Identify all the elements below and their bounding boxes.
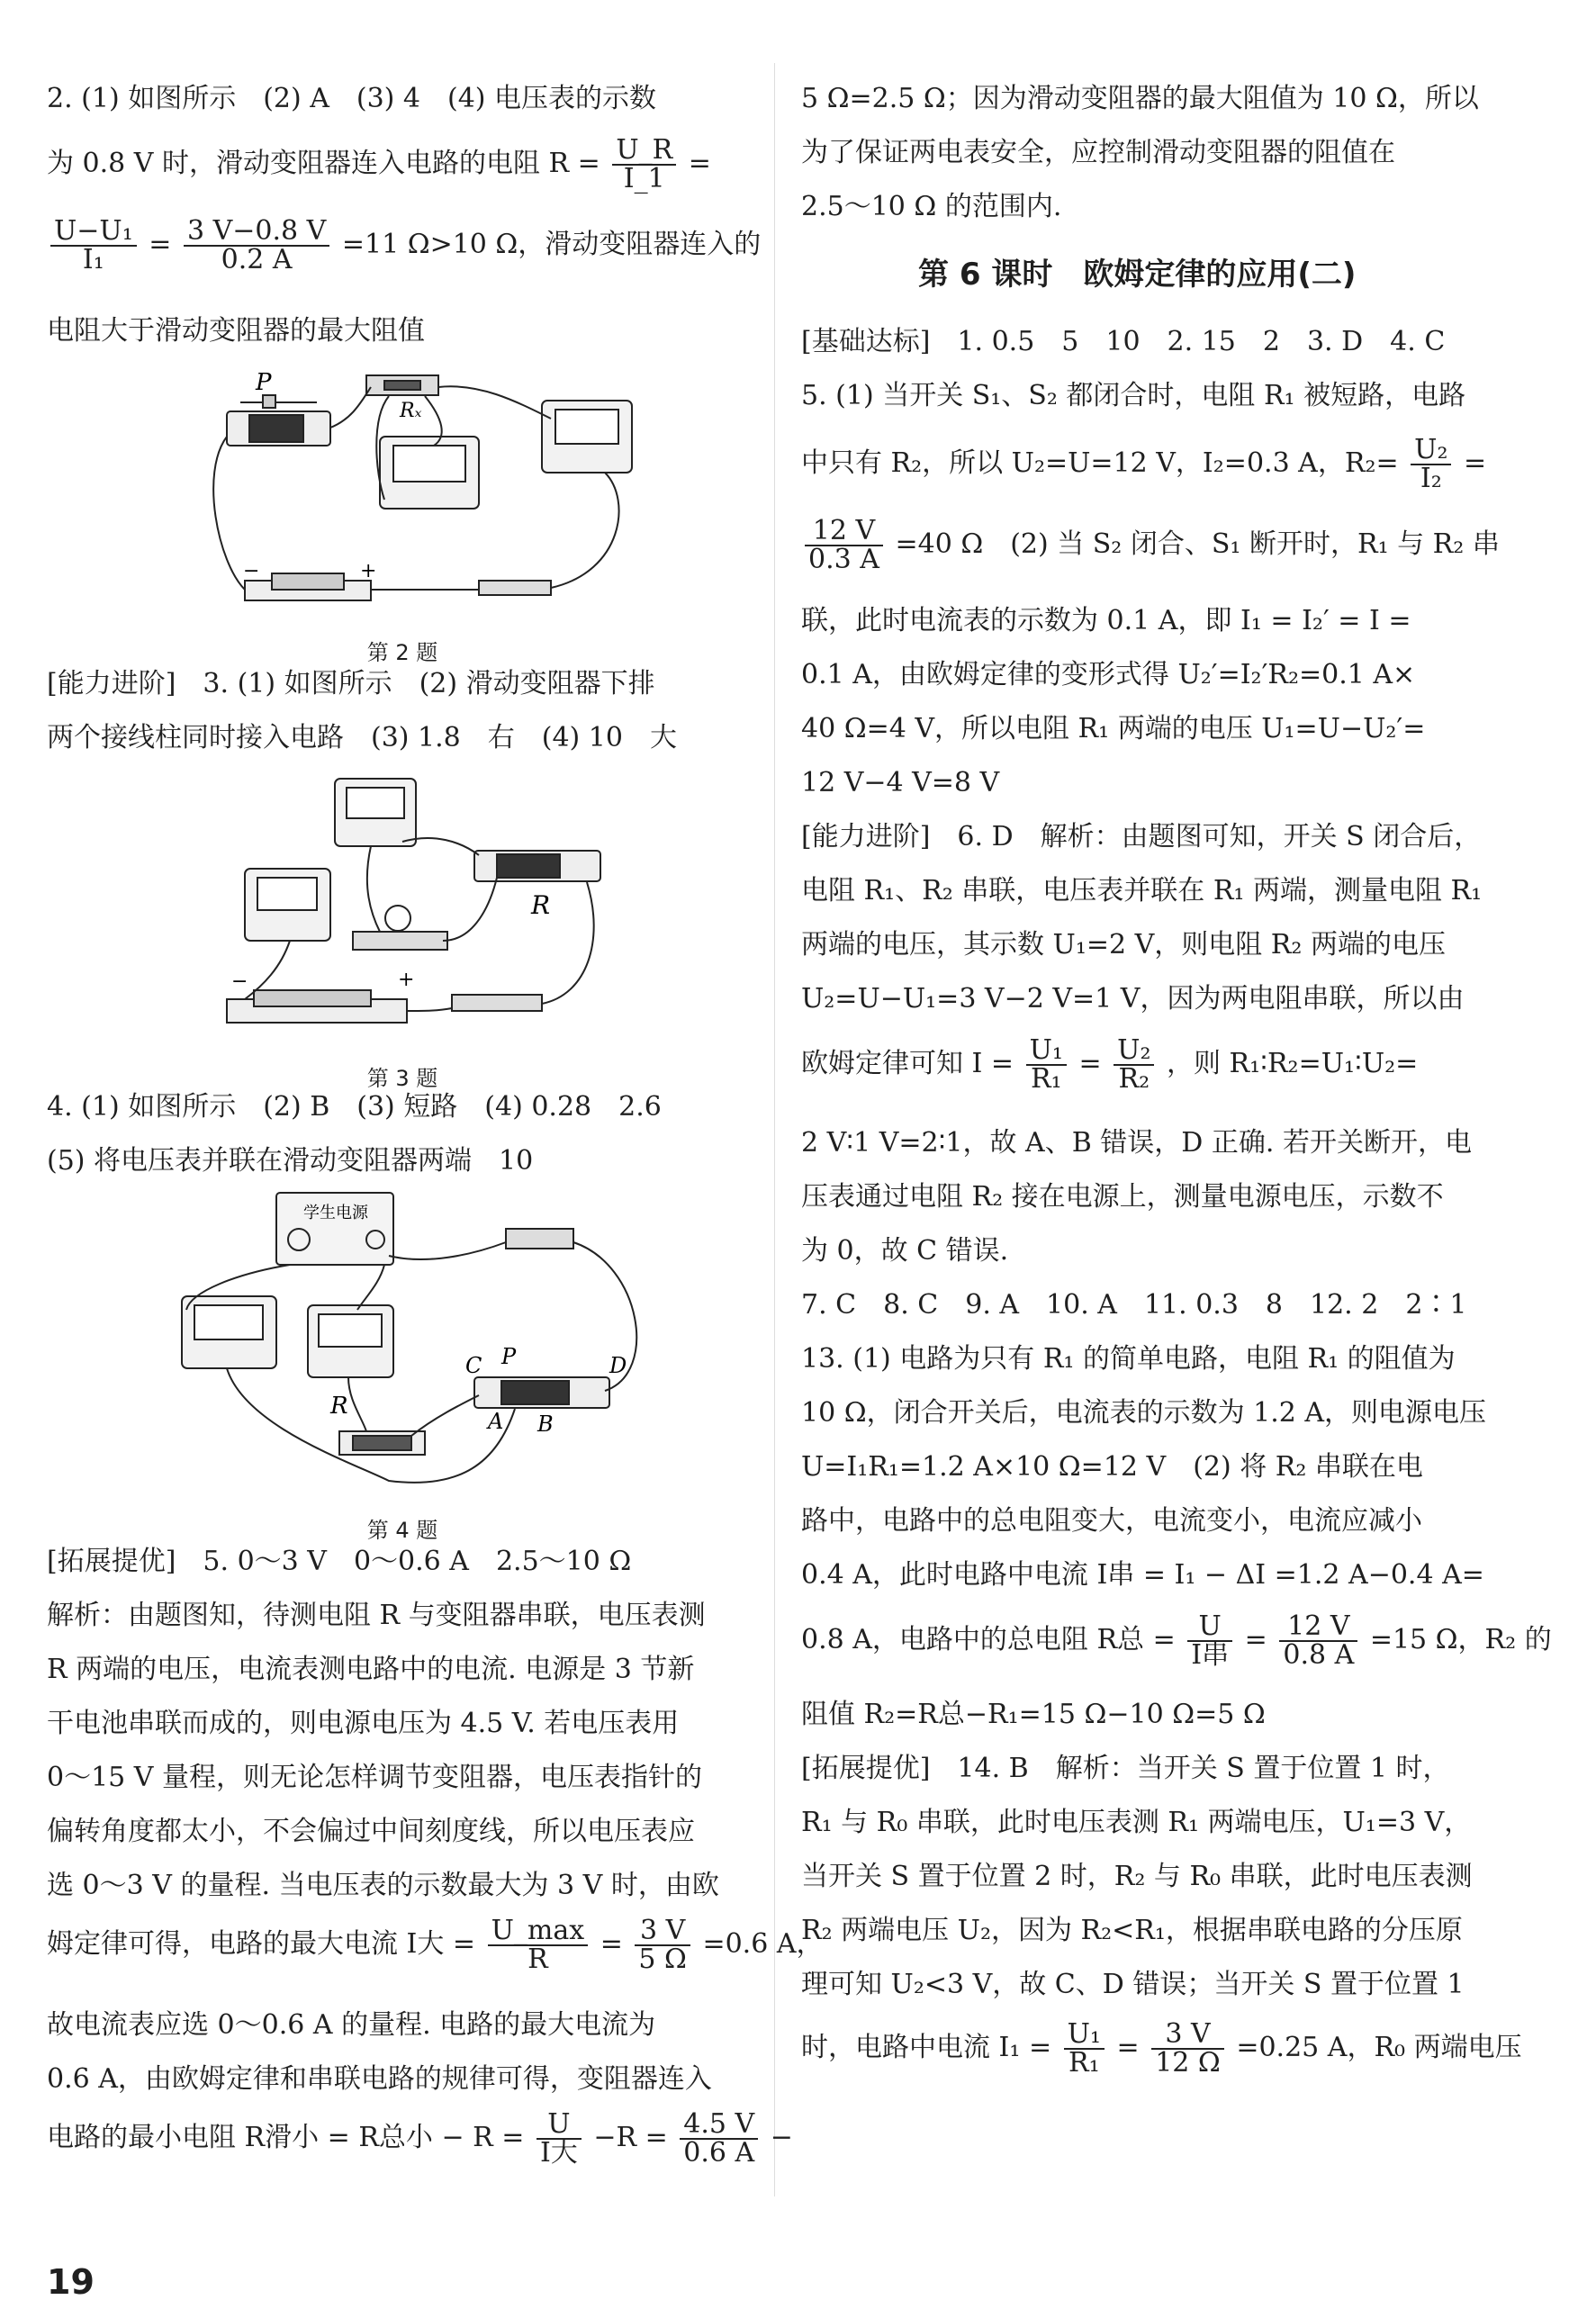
q7-line-1: 7. C 8. C 9. A 10. A 11. 0.3 8 12. 2 2∶1 <box>801 1289 1467 1321</box>
q3-line-1: [能力进阶] 3. (1) 如图所示 (2) 滑动变阻器下排 <box>47 668 655 699</box>
section-title: 第 6 课时 欧姆定律的应用(二) <box>918 257 1357 293</box>
basic-line-5: 联，此时电流表的示数为 0.1 A，即 I₁ = I₂′ = I = <box>801 605 1411 636</box>
svg-text:A: A <box>488 1409 504 1434</box>
q13-line-6: 0.8 A，电路中的总电阻 R总 = $\frac{U}{\text{I串}}$ = $\frac{12 V}{0.8 A}$ =15 Ω，R₂ 的 <box>801 1610 1552 1671</box>
figure-2-circuit <box>209 365 677 626</box>
fraction: $\frac{3 V-0.8 V}{0.2 A}$ <box>184 218 329 274</box>
fraction: $\frac{12 V}{0.3 A}$ <box>805 518 883 573</box>
figure-3-circuit <box>227 779 641 1049</box>
q6-line-5: 欧姆定律可知 I = $\frac{\text{U₁}}{\text{R₁}}$ = $\frac{\text{U₂}}{\text{R₂}}$ ，则 R₁∶R₂=U₁∶U₂= <box>801 1034 1419 1095</box>
fraction: $\frac{\text{U₂}}{\text{R₂}}$ <box>1114 1037 1154 1093</box>
q5-line-3: R 两端的电压，电流表测电路中的电流. 电源是 3 节新 <box>47 1654 695 1685</box>
q2-line-4: 电阻大于滑动变阻器的最大阻值 <box>47 315 425 347</box>
q5-line-11: 电路的最小电阻 R滑小 = R总小 − R = $\frac{U}{\text{I大}}$ −R = $\frac{4.5 V}{0.6 A}$ − <box>47 2108 793 2169</box>
column-divider <box>774 63 775 2196</box>
q6-line-4: U₂=U−U₁=3 V−2 V=1 V，因为两电阻串联，所以由 <box>801 983 1465 1015</box>
fraction: $\frac{\text{U₁}}{\text{R₁}}$ <box>1026 1037 1067 1093</box>
fraction: $\frac{U\_R}{I\_1}$ <box>612 137 676 193</box>
basic-line-3: 中只有 R₂，所以 U₂=U=12 V，I₂=0.3 A，R₂= $\frac{\text{U₂}}{\text{I₂}}$ = <box>801 434 1487 494</box>
q13-line-5: 0.4 A，此时电路中电流 I串 = I₁ − ΔI =1.2 A−0.4 A= <box>801 1559 1484 1591</box>
q5-line-10: 0.6 A，由欧姆定律和串联电路的规律可得，变阻器连入 <box>47 2063 712 2095</box>
r-top-line-2: 为了保证两电表安全，应控制滑动变阻器的阻值在 <box>801 137 1395 168</box>
figure-4-caption: 第 4 题 <box>366 1518 438 1543</box>
q5-line-1: [拓展提优] 5. 0～3 V 0～0.6 A 2.5～10 Ω <box>47 1546 632 1577</box>
fraction: $\frac{12 V}{0.8 A}$ <box>1279 1613 1357 1669</box>
svg-text:C: C <box>465 1353 482 1378</box>
fraction: $\frac{3 V}{5 \Omega}$ <box>635 1917 690 1973</box>
svg-text:Rₓ: Rₓ <box>400 400 422 422</box>
basic-line-7: 40 Ω=4 V，所以电阻 R₁ 两端的电压 U₁=U−U₂′= <box>801 713 1426 744</box>
q14-line-4: R₂ 两端电压 U₂，因为 R₂<R₁，根据串联电路的分压原 <box>801 1915 1463 1946</box>
q2-line-3: $\frac{\text{U−U₁}}{\text{I₁}}$ = $\frac{3 V-0.8 V}{0.2 A}$ =11 Ω>10 Ω，滑动变阻器连入的 <box>47 218 761 274</box>
fraction: $\frac{U}{\text{I串}}$ <box>1187 1613 1232 1669</box>
q3-line-2: 两个接线柱同时接入电路 (3) 1.8 右 (4) 10 大 <box>47 722 677 753</box>
q13-line-2: 10 Ω，闭合开关后，电流表的示数为 1.2 A，则电源电压 <box>801 1397 1487 1429</box>
q13-line-7: 阻值 R₂=R总−R₁=15 Ω−10 Ω=5 Ω <box>801 1699 1266 1730</box>
figure-4-circuit <box>173 1193 677 1499</box>
svg-text:−: − <box>231 970 248 993</box>
r-top-line-3: 2.5～10 Ω 的范围内. <box>801 191 1062 222</box>
q5-line-5: 0～15 V 量程，则无论怎样调节变阻器，电压表指针的 <box>47 1762 702 1793</box>
basic-line-6: 0.1 A，由欧姆定律的变形式得 U₂′=I₂′R₂=0.1 A× <box>801 659 1416 690</box>
q6-line-2: 电阻 R₁、R₂ 串联，电压表并联在 R₁ 两端，测量电阻 R₁ <box>801 875 1483 906</box>
fraction: $\frac{\text{U₂}}{\text{I₂}}$ <box>1411 437 1451 492</box>
q6-line-3: 两端的电压，其示数 U₁=2 V，则电阻 R₂ 两端的电压 <box>801 929 1446 961</box>
q14-line-1: [拓展提优] 14. B 解析：当开关 S 置于位置 1 时， <box>801 1753 1450 1784</box>
page-number: 19 <box>47 2262 95 2302</box>
q5-line-6: 偏转角度都太小，不会偏过中间刻度线，所以电压表应 <box>47 1816 695 1847</box>
svg-text:+: + <box>398 969 415 991</box>
basic-line-1: [基础达标] 1. 0.5 5 10 2. 15 2 3. D 4. C <box>801 326 1446 357</box>
q6-line-6: 2 V∶1 V=2∶1，故 A、B 错误，D 正确. 若开关断开，电 <box>801 1127 1472 1159</box>
svg-text:R: R <box>531 890 551 920</box>
svg-text:B: B <box>537 1412 554 1437</box>
svg-text:P: P <box>256 369 272 396</box>
svg-text:R: R <box>330 1393 348 1420</box>
fraction: $\frac{3 V}{12 \Omega}$ <box>1151 2021 1224 2077</box>
svg-text:−: − <box>243 560 260 582</box>
svg-text:P: P <box>501 1344 517 1369</box>
q6-line-7: 压表通过电阻 R₂ 接在电源上，测量电源电压，示数不 <box>801 1181 1444 1213</box>
fraction: $\frac{\text{U−U₁}}{\text{I₁}}$ <box>50 218 137 274</box>
figure-2-caption: 第 2 题 <box>366 640 438 665</box>
basic-line-2: 5. (1) 当开关 S₁、S₂ 都闭合时，电阻 R₁ 被短路，电路 <box>801 380 1466 411</box>
basic-line-8: 12 V−4 V=8 V <box>801 767 1000 798</box>
q14-line-3: 当开关 S 置于位置 2 时，R₂ 与 R₀ 串联，此时电压表测 <box>801 1861 1473 1892</box>
q6-line-8: 为 0，故 C 错误. <box>801 1235 1009 1267</box>
q6-line-1: [能力进阶] 6. D 解析：由题图可知，开关 S 闭合后， <box>801 821 1482 852</box>
q5-line-2: 解析：由题图知，待测电阻 R 与变阻器串联，电压表测 <box>47 1600 706 1631</box>
q14-line-5: 理可知 U₂<3 V，故 C、D 错误；当开关 S 置于位置 1 <box>801 1969 1465 2000</box>
q5-line-9: 故电流表应选 0～0.6 A 的量程. 电路的最大电流为 <box>47 2009 656 2041</box>
fraction: $\frac{U}{\text{I大}}$ <box>537 2111 582 2167</box>
q4-line-1: 4. (1) 如图所示 (2) B (3) 短路 (4) 0.28 2.6 <box>47 1091 662 1123</box>
q5-line-8: 姆定律可得，电路的最大电流 I大 = $\frac{U\_\max}{R}$ = $\frac{3 V}{5 \Omega}$ =0.6 A， <box>47 1915 824 1975</box>
q14-line-6: 时，电路中电流 I₁ = $\frac{\text{U₁}}{\text{R₁}}$ = $\frac{3 V}{12 \Omega}$ =0.25 A，R₀ 两端电压 <box>801 2018 1522 2079</box>
q5-line-4: 干电池串联而成的，则电源电压为 4.5 V. 若电压表用 <box>47 1708 680 1739</box>
svg-text:D: D <box>609 1353 627 1378</box>
fraction: $\frac{U\_\max}{R}$ <box>488 1917 589 1973</box>
q14-line-2: R₁ 与 R₀ 串联，此时电压表测 R₁ 两端电压，U₁=3 V， <box>801 1807 1472 1838</box>
figure-3-caption: 第 3 题 <box>366 1066 438 1091</box>
svg-text:学生电源: 学生电源 <box>303 1204 368 1222</box>
q5-line-7: 选 0～3 V 的量程. 当电压表的示数最大为 3 V 时，由欧 <box>47 1870 719 1901</box>
q13-line-3: U=I₁R₁=1.2 A×10 Ω=12 V (2) 将 R₂ 串联在电 <box>801 1451 1423 1483</box>
q2-line-1: 2. (1) 如图所示 (2) A (3) 4 (4) 电压表的示数 <box>47 83 657 114</box>
basic-line-4: $\frac{12 V}{0.3 A}$ =40 Ω (2) 当 S₂ 闭合、S₁ 断开时，R₁ 与 R₂ 串 <box>801 518 1500 573</box>
r-top-line-1: 5 Ω=2.5 Ω；因为滑动变阻器的最大阻值为 10 Ω，所以 <box>801 83 1479 114</box>
q13-line-1: 13. (1) 电路为只有 R₁ 的简单电路，电阻 R₁ 的阻值为 <box>801 1343 1456 1375</box>
q2-line-2: 为 0.8 V 时，滑动变阻器连入电路的电阻 R = $\frac{U\_R}{I\_1}$ = <box>47 134 711 194</box>
fraction: $\frac{\text{U₁}}{\text{R₁}}$ <box>1064 2021 1105 2077</box>
q4-line-2: (5) 将电压表并联在滑动变阻器两端 10 <box>47 1145 534 1177</box>
q13-line-4: 路中，电路中的总电阻变大，电流变小，电流应减小 <box>801 1505 1422 1537</box>
fraction: $\frac{4.5 V}{0.6 A}$ <box>680 2111 758 2167</box>
svg-text:+: + <box>360 560 377 582</box>
